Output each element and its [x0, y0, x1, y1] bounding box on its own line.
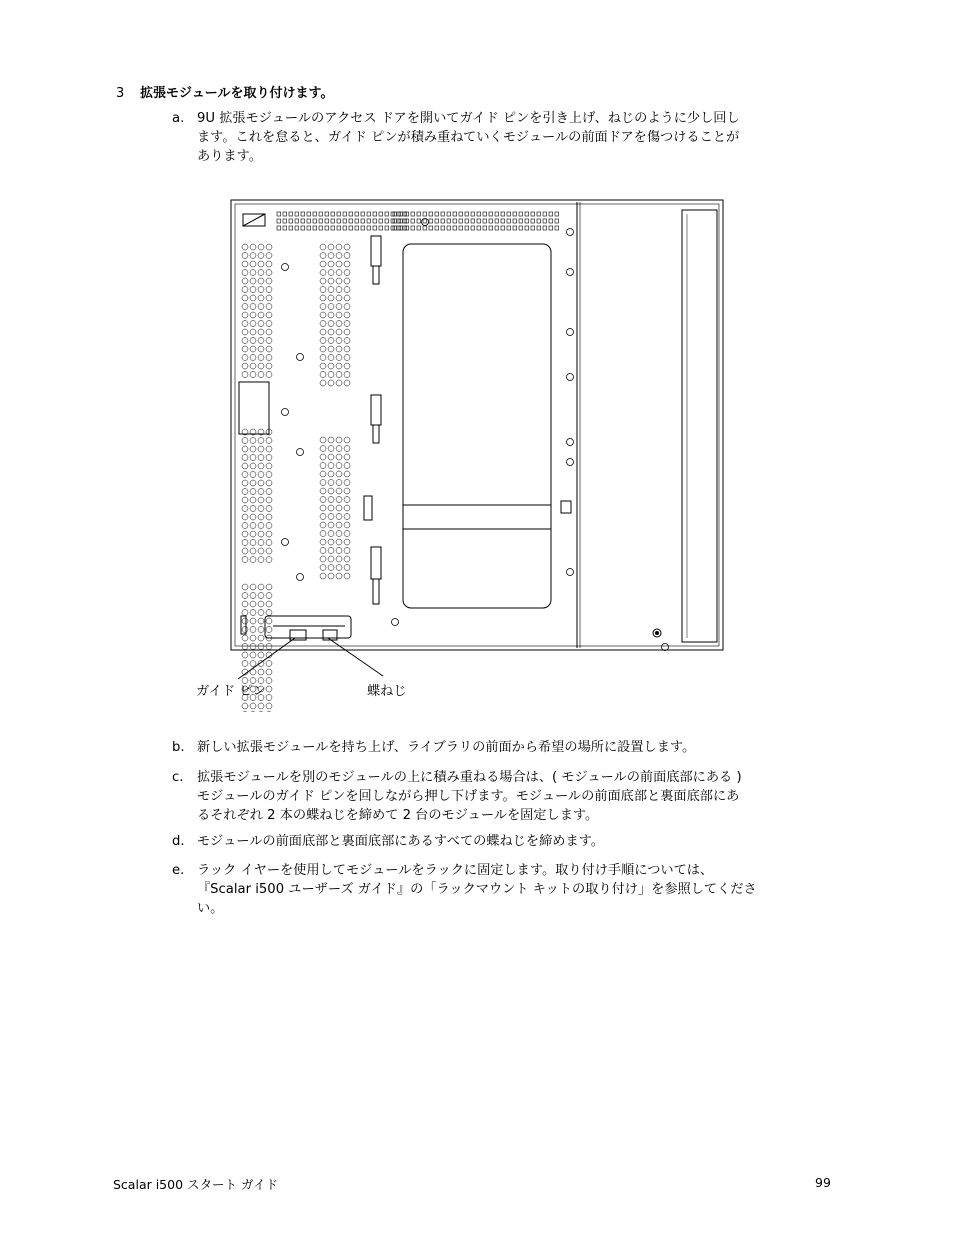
- step-number: 3: [116, 86, 125, 101]
- item-label: c.: [172, 770, 184, 785]
- item-line: モジュールのガイド ピンを回しながら押し下げます。モジュールの前面底部と裏面底部にあ: [197, 789, 740, 804]
- item-label: d.: [172, 834, 185, 849]
- step-heading: [116, 82, 333, 101]
- item-label: a.: [172, 111, 185, 126]
- item-line: ます。これを怠ると、ガイド ピンが積み重ねていくモジュールの前面ドアを傷つけることが: [197, 130, 740, 145]
- guide-pin-callout: ガイド ピン: [196, 684, 266, 699]
- item-label: b.: [172, 740, 185, 755]
- instruction-item-c: [172, 768, 852, 825]
- item-line: 拡張モジュールを別のモジュールの上に積み重ねる場合は、( モジュールの前面底部にある ): [197, 770, 742, 785]
- instruction-item-e: [172, 861, 852, 918]
- footer-title: Scalar i500 スタート ガイド: [113, 1177, 279, 1192]
- page-number: 99: [815, 1175, 831, 1190]
- item-line: あります。: [197, 149, 262, 164]
- item-line: 9U 拡張モジュールのアクセス ドアを開いてガイド ピンを引き上げ、ねじのように少し回し: [197, 111, 740, 126]
- chassis-outline: [231, 200, 723, 650]
- instruction-item-d: [172, 832, 852, 851]
- guide-pin-assembly: [265, 616, 351, 638]
- item-line: 新しい拡張モジュールを持ち上げ、ライブラリの前面から希望の場所に設置します。: [197, 740, 696, 755]
- inner-window: [403, 244, 551, 608]
- item-line: い。: [197, 901, 224, 916]
- item-label: e.: [172, 863, 185, 878]
- instruction-item-b: [172, 738, 852, 757]
- module-diagram: [225, 192, 730, 712]
- thumbscrew-leader: [328, 638, 383, 676]
- instruction-item-a: [172, 109, 852, 166]
- item-line: 『Scalar i500 ユーザーズ ガイド』の「ラックマウント キットの取り付け」を参照してくださ: [197, 882, 757, 897]
- item-line: モジュールの前面底部と裏面底部にあるすべての蝶ねじを締めます。: [197, 834, 604, 849]
- thumbscrew-callout: 蝶ねじ: [367, 684, 407, 699]
- step-title: 拡張モジュールを取り付けます。: [140, 86, 334, 101]
- item-line: るそれぞれ 2 本の蝶ねじを締めて 2 台のモジュールを固定します。: [197, 808, 599, 823]
- item-line: ラック イヤーを使用してモジュールをラックに固定します。取り付け手順については、: [197, 863, 714, 878]
